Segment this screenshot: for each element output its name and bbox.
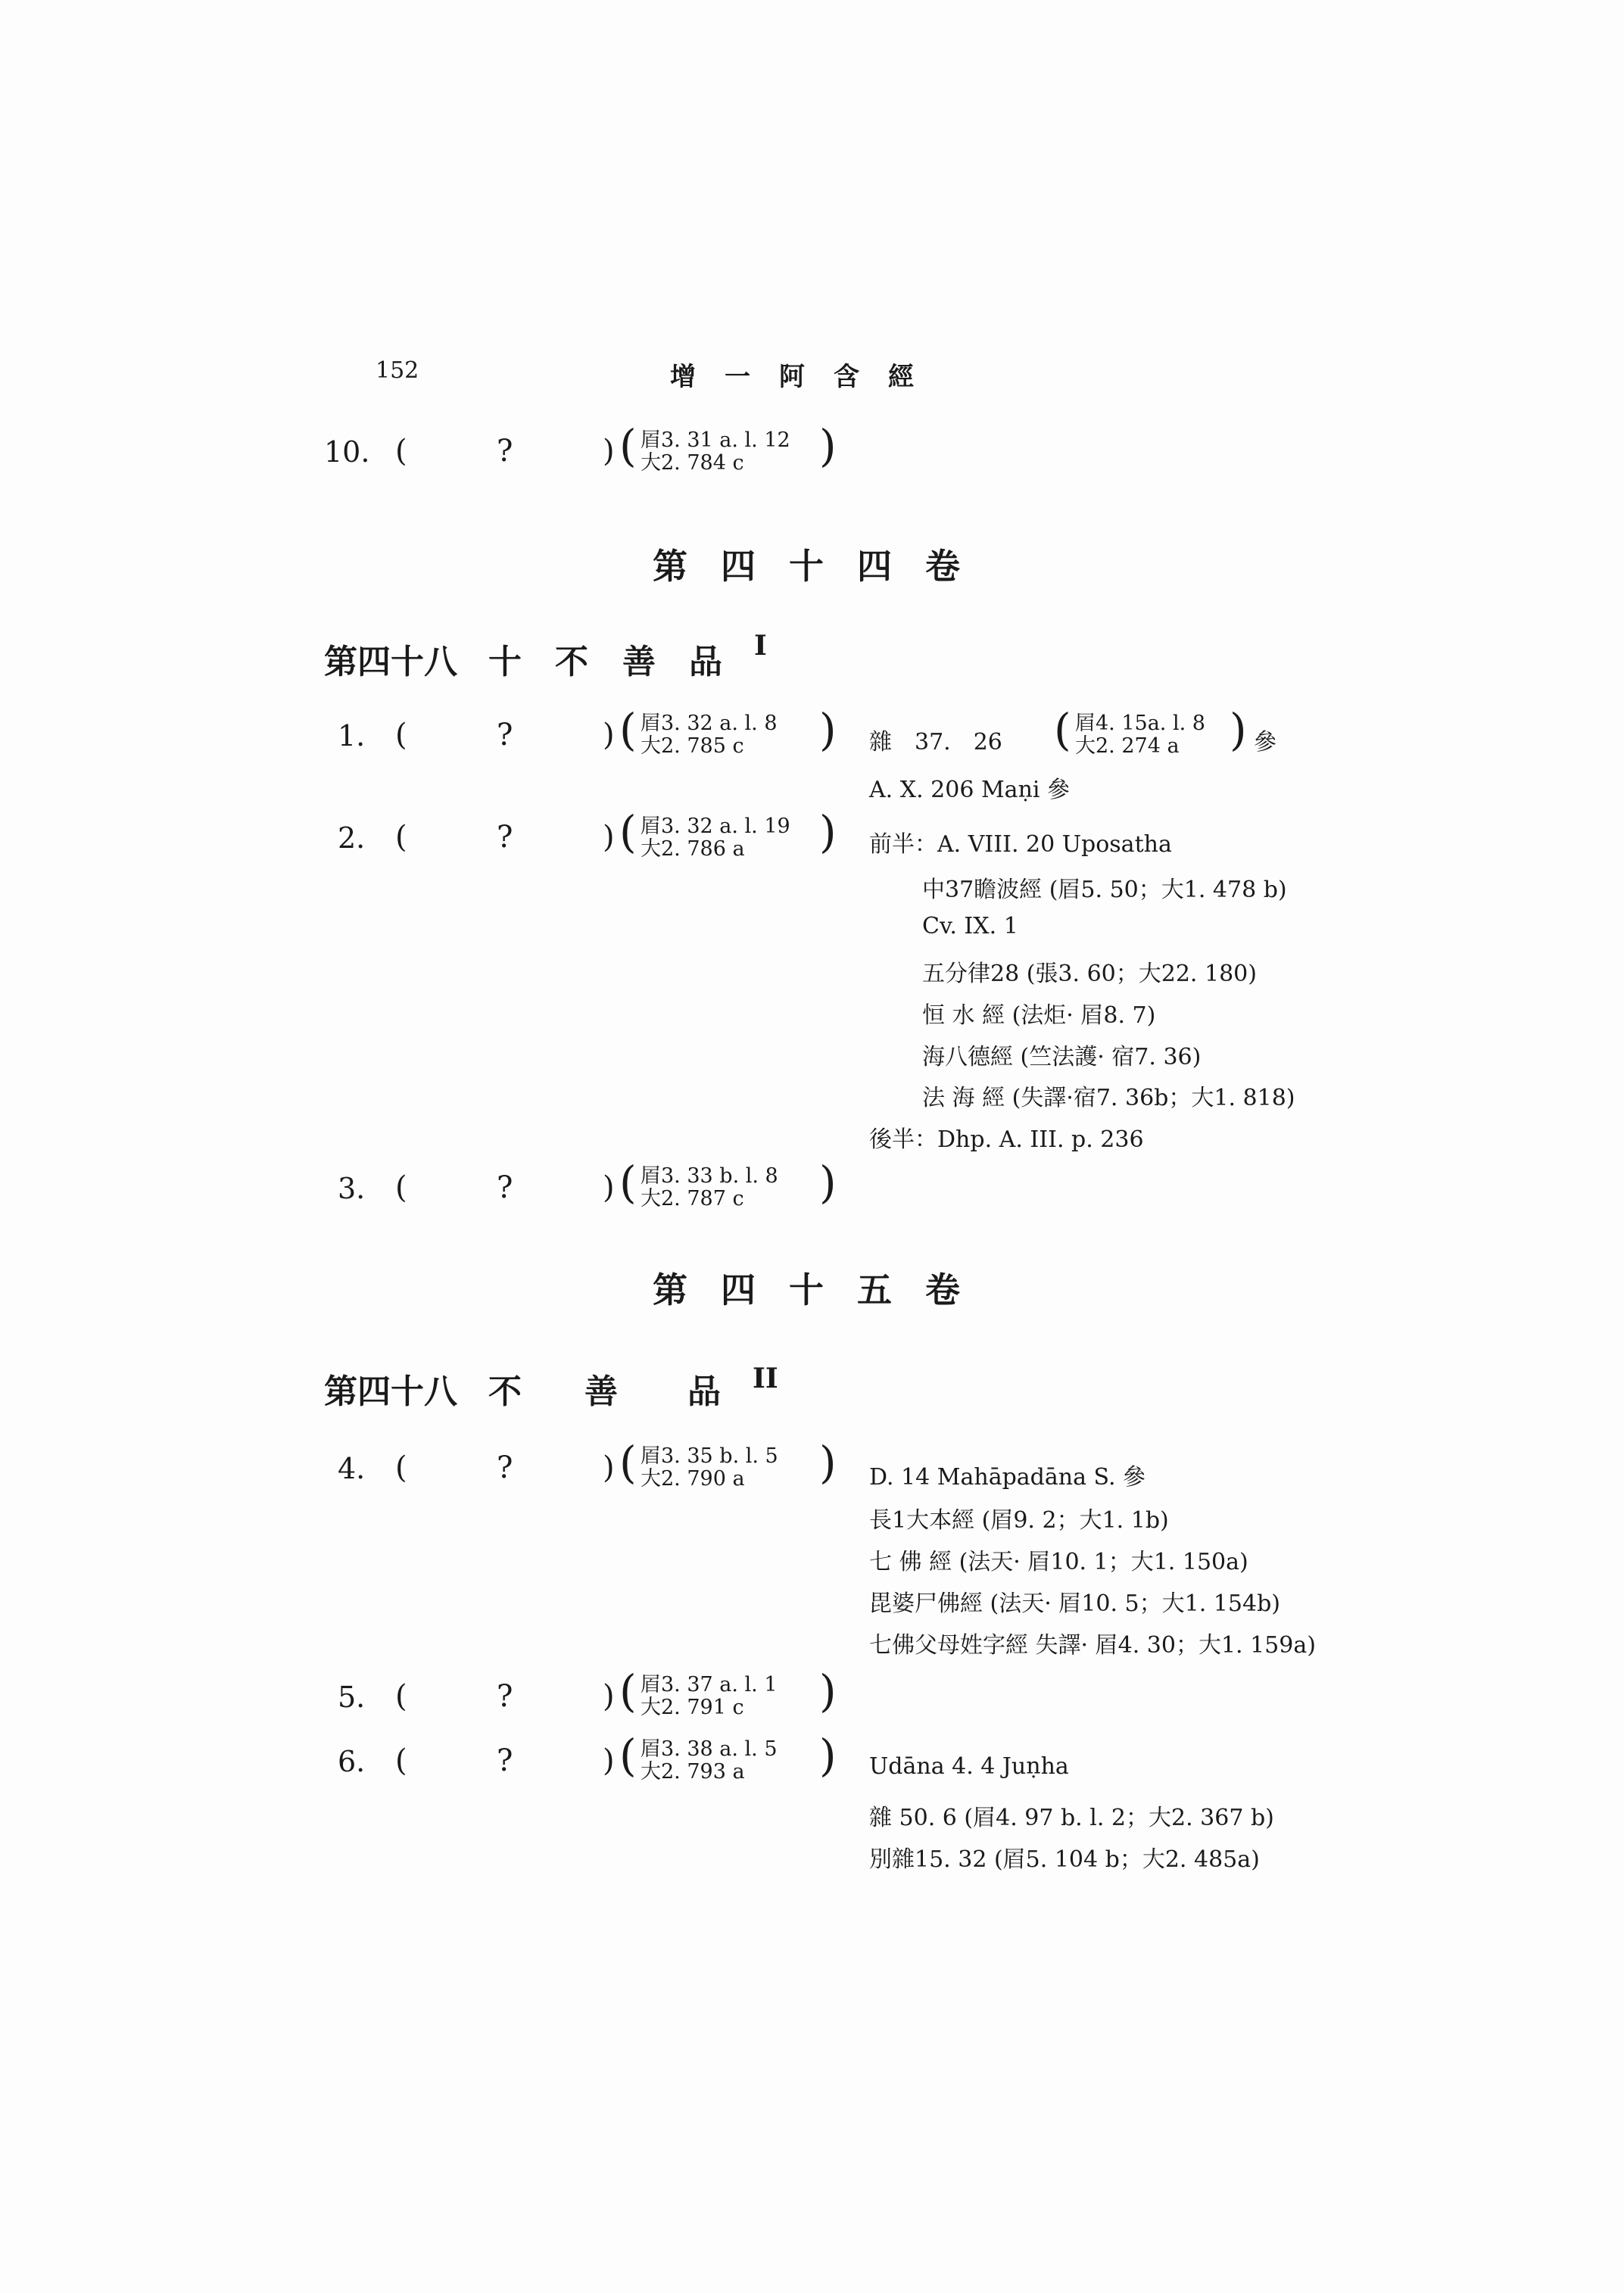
ref-top: 㞒3. 31 a. l. 12	[641, 428, 790, 452]
entry-number: 3.	[338, 1172, 366, 1205]
open-paren: (	[395, 1450, 407, 1485]
note-line: 海八德經 (竺法護· 宿7. 36)	[922, 1044, 1202, 1070]
ref-top: 㞒3. 32 a. l. 19	[641, 815, 790, 838]
entry-number: 1.	[338, 719, 366, 752]
volume-char: 四	[721, 546, 789, 587]
running-title: 增一阿含經	[670, 362, 943, 392]
chapter-number: 第四十八	[324, 1372, 457, 1411]
note-line: 前半：A. VIII. 20 Uposatha	[869, 831, 1172, 858]
close-paren: )	[603, 820, 615, 855]
right-brace: )	[1230, 704, 1247, 756]
ref-bottom: 大2. 785 c	[641, 734, 744, 758]
open-paren: (	[395, 820, 407, 855]
note-line: A. X. 206 Maṇi 參	[869, 777, 1071, 803]
chapter-word: 品	[689, 643, 722, 681]
volume-char: 五	[857, 1270, 925, 1310]
left-brace: (	[619, 1730, 637, 1781]
close-paren: )	[603, 718, 615, 752]
note-line: 七 佛 經 (法天· 㞒10. 1；大1. 150a)	[869, 1549, 1248, 1575]
entry-number: 2.	[338, 821, 366, 855]
ref-top: 㞒3. 37 a. l. 1	[641, 1673, 778, 1696]
volume-char: 第	[653, 546, 721, 587]
ref-bottom: 大2. 786 a	[641, 837, 745, 861]
chapter-word: 善	[584, 1372, 618, 1411]
question-mark: ?	[497, 1450, 513, 1485]
note-line: Cv. IX. 1	[922, 913, 1018, 939]
volume-char: 四	[721, 1270, 789, 1310]
volume-char: 卷	[925, 546, 993, 587]
question-mark: ?	[497, 1743, 513, 1778]
ref-bottom: 大2. 793 a	[641, 1760, 745, 1784]
open-paren: (	[395, 1679, 407, 1714]
right-brace: )	[819, 1157, 837, 1208]
open-paren: (	[395, 1743, 407, 1778]
chapter-roman: II	[753, 1363, 778, 1394]
note-line: 中37瞻波經 (㞒5. 50；大1. 478 b)	[922, 877, 1287, 903]
right-brace: )	[819, 806, 837, 858]
note-line: 五分律28 (張3. 60；大22. 180)	[922, 961, 1257, 987]
chapter-roman: I	[754, 630, 767, 662]
entry-number: 6.	[338, 1745, 366, 1778]
volume-char: 十	[789, 1270, 857, 1310]
ref-bottom: 大2. 790 a	[641, 1467, 745, 1491]
open-paren: (	[395, 434, 407, 469]
left-brace: (	[619, 806, 637, 858]
question-mark: ?	[497, 1170, 513, 1205]
chapter-word: 不	[555, 643, 588, 681]
note-line: 七佛父母姓字經 失譯· 㞒4. 30；大1. 159a)	[869, 1632, 1316, 1659]
right-brace: )	[819, 420, 837, 472]
right-brace: )	[819, 1437, 837, 1488]
left-brace: (	[619, 1437, 637, 1488]
note-line: 後半：Dhp. A. III. p. 236	[869, 1126, 1144, 1153]
right-brace: )	[819, 704, 837, 756]
close-paren: )	[603, 434, 615, 469]
note-line: 法 海 經 (失譯·宿7. 36b；大1. 818)	[922, 1085, 1295, 1111]
chapter-word: 不	[488, 1372, 522, 1411]
close-paren: )	[603, 1450, 615, 1485]
note-line: 毘婆尸佛經 (法天· 㞒10. 5；大1. 154b)	[869, 1590, 1280, 1617]
volume-char: 卷	[925, 1270, 993, 1310]
close-paren: )	[603, 1170, 615, 1205]
ref-top: 㞒3. 32 a. l. 8	[641, 712, 778, 735]
ref-top: 㞒3. 35 b. l. 5	[641, 1444, 778, 1468]
note-text: 雜 37. 26	[869, 729, 1002, 756]
volume-heading-44	[653, 539, 993, 589]
volume-char: 第	[653, 1270, 721, 1310]
open-paren: (	[395, 1170, 407, 1205]
right-brace: )	[819, 1730, 837, 1781]
chapter-number: 第四十八	[324, 643, 457, 681]
volume-char: 四	[857, 546, 925, 587]
left-brace: (	[619, 1157, 637, 1208]
chapter-word: 善	[622, 643, 656, 681]
note-line: 長1大本經 (㞒9. 2；大1. 1b)	[869, 1507, 1169, 1534]
left-brace: (	[1054, 704, 1071, 756]
chapter-word: 十	[488, 643, 522, 681]
chapter-word: 品	[687, 1372, 721, 1411]
ref-top: 㞒3. 33 b. l. 8	[641, 1164, 778, 1188]
ref-bottom: 大2. 791 c	[641, 1696, 744, 1719]
volume-heading-45	[653, 1263, 993, 1313]
note-line: 別雜15. 32 (㞒5. 104 b；大2. 485a)	[869, 1846, 1260, 1873]
question-mark: ?	[497, 718, 513, 752]
question-mark: ?	[497, 434, 513, 469]
note-ref-bottom: 大2. 274 a	[1075, 734, 1180, 758]
right-brace: )	[819, 1665, 837, 1717]
note-line: Udāna 4. 4 Juṇha	[869, 1753, 1069, 1780]
entry-number: 10.	[324, 435, 370, 469]
volume-char: 十	[789, 546, 857, 587]
note-line: 恒 水 經 (法炬· 㞒8. 7)	[922, 1002, 1156, 1029]
close-paren: )	[603, 1743, 615, 1778]
page-number: 152	[376, 357, 419, 384]
question-mark: ?	[497, 1679, 513, 1714]
left-brace: (	[619, 704, 637, 756]
open-paren: (	[395, 718, 407, 752]
note-line: 雜 50. 6 (㞒4. 97 b. l. 2；大2. 367 b)	[869, 1805, 1274, 1831]
ref-bottom: 大2. 787 c	[641, 1187, 744, 1210]
left-brace: (	[619, 420, 637, 472]
note-ref-top: 㞒4. 15a. l. 8	[1075, 712, 1205, 735]
entry-number: 5.	[338, 1681, 366, 1714]
left-brace: (	[619, 1665, 637, 1717]
close-paren: )	[603, 1679, 615, 1714]
ref-top: 㞒3. 38 a. l. 5	[641, 1737, 778, 1761]
note-text: 參	[1254, 729, 1276, 756]
note-line: D. 14 Mahāpadāna S. 參	[869, 1464, 1146, 1491]
ref-bottom: 大2. 784 c	[641, 451, 744, 475]
question-mark: ?	[497, 820, 513, 855]
entry-number: 4.	[338, 1452, 366, 1485]
